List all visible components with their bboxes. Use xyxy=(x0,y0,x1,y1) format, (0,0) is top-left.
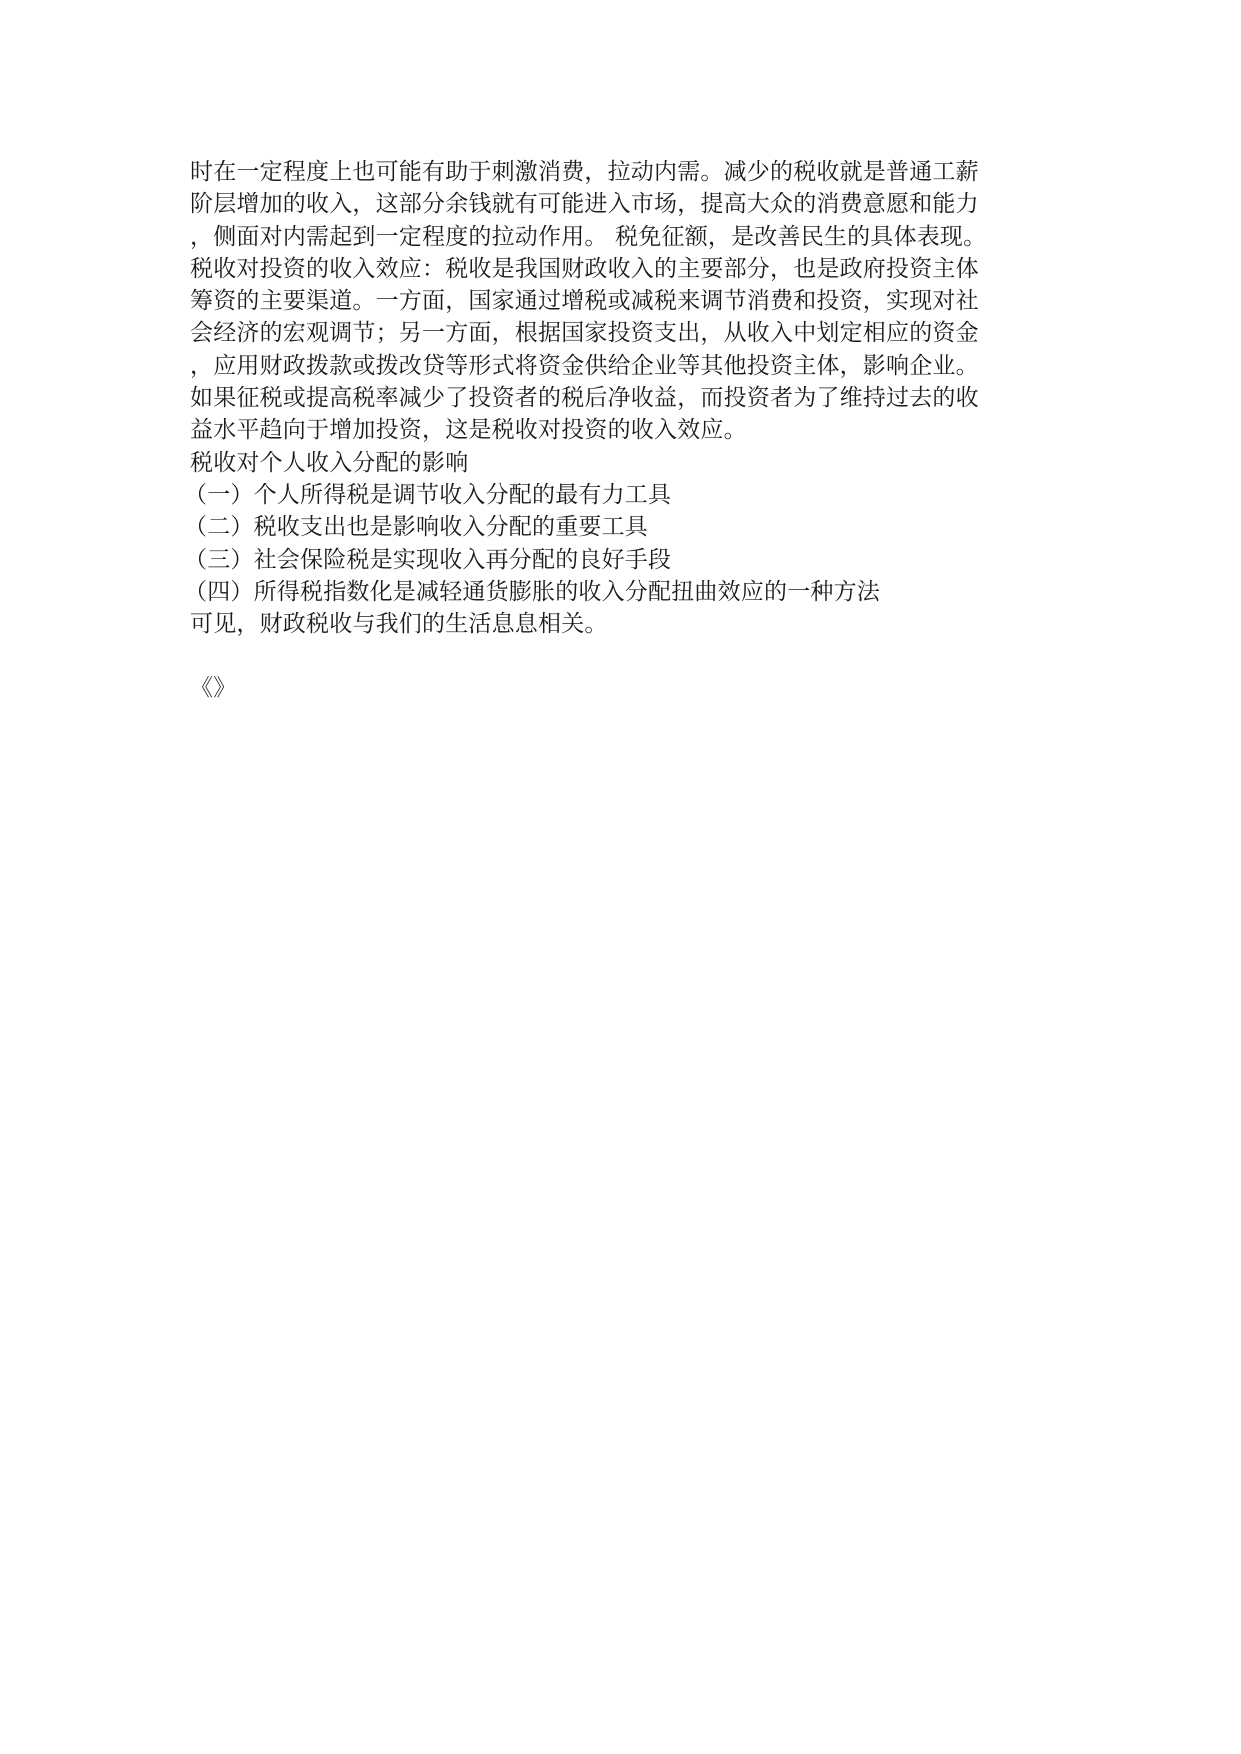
paragraph-line: ，侧面对内需起到一定程度的拉动作用。 税免征额，是改善民生的具体表现。 xyxy=(190,223,987,250)
list-item: （一）个人所得税是调节收入分配的最有力工具 xyxy=(184,481,672,508)
list-item: （四）所得税指数化是减轻通货膨胀的收入分配扭曲效应的一种方法 xyxy=(184,578,880,605)
blank-line xyxy=(190,640,1070,672)
paragraph-line: 税收对投资的收入效应：税收是我国财政收入的主要部分，也是政府投资主体 xyxy=(190,255,979,282)
section-heading: 税收对个人收入分配的影响 xyxy=(190,449,469,476)
list-item: （二）税收支出也是影响收入分配的重要工具 xyxy=(184,514,648,541)
paragraph-line: 筹资的主要渠道。一方面，国家通过增税或减税来调节消费和投资，实现对社 xyxy=(190,288,979,315)
paragraph-line: 益水平趋向于增加投资，这是税收对投资的收入效应。 xyxy=(190,417,747,444)
paragraph-line: 阶层增加的收入，这部分余钱就有可能进入市场，提高大众的消费意愿和能力 xyxy=(190,191,979,218)
document-body xyxy=(184,156,1070,705)
trailing-mark: 《》 xyxy=(190,675,237,702)
paragraph-line: 时在一定程度上也可能有助于刺激消费，拉动内需。减少的税收就是普通工薪 xyxy=(190,159,979,185)
conclusion-line: 可见，财政税收与我们的生活息息相关。 xyxy=(190,611,608,638)
paragraph-line: ，应用财政拨款或拨改贷等形式将资金供给企业等其他投资主体，影响企业。 xyxy=(190,352,979,379)
paragraph-line: 会经济的宏观调节；另一方面，根据国家投资支出，从收入中划定相应的资金 xyxy=(190,320,979,347)
list-item: （三）社会保险税是实现收入再分配的良好手段 xyxy=(184,546,672,573)
paragraph-line: 如果征税或提高税率减少了投资者的税后净收益，而投资者为了维持过去的收 xyxy=(190,385,979,412)
